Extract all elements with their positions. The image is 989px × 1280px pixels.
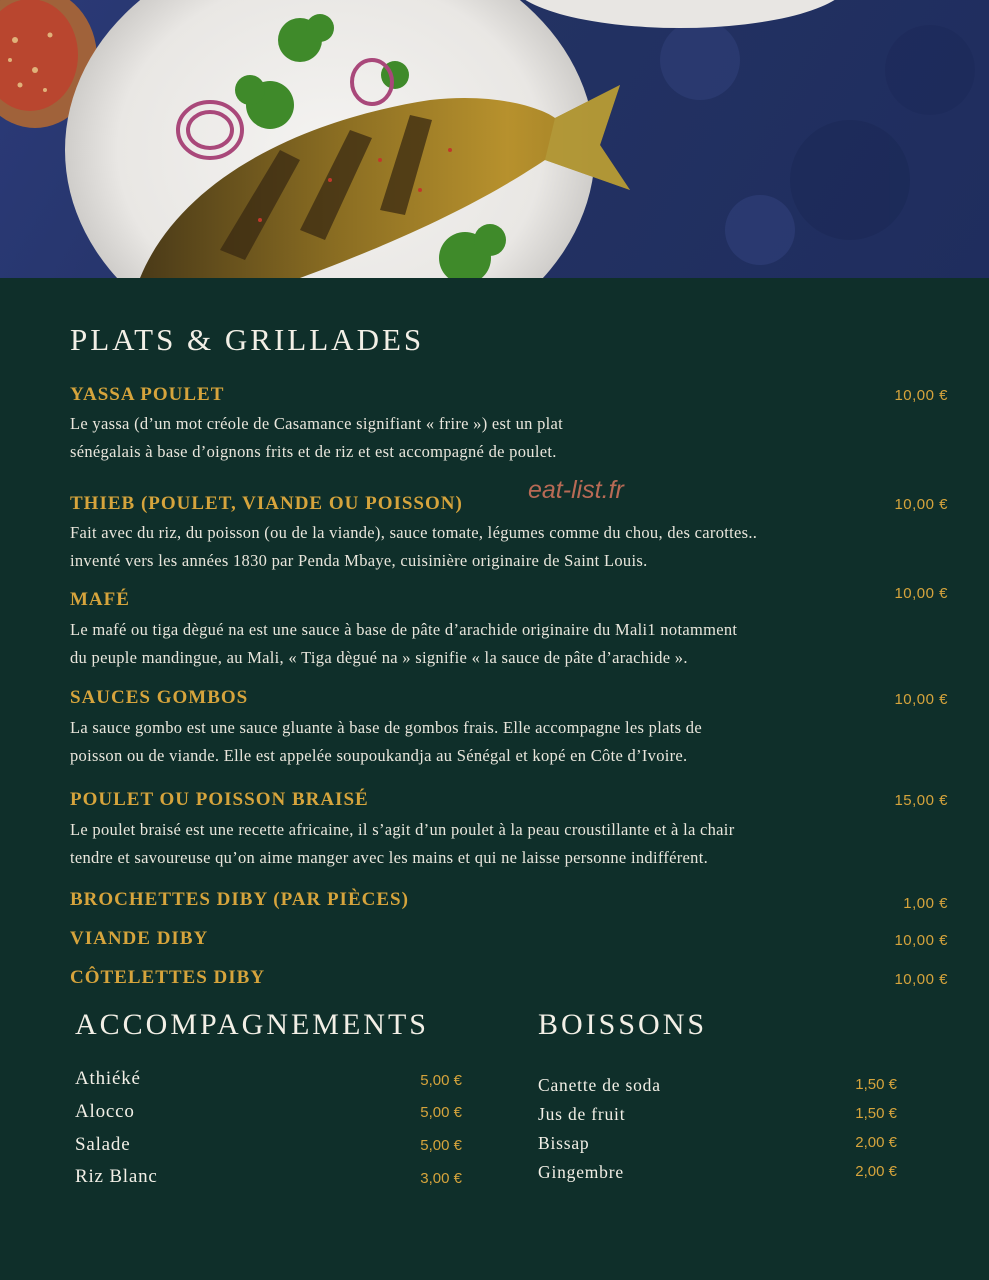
list-item-price: 5,00 € (420, 1104, 462, 1121)
item-description-line: Le poulet braisé est une recette africaine, il s’agit d’un poulet à la peau croustillante et à la chair (70, 820, 735, 839)
item-price: 10,00 € (894, 496, 948, 513)
hero-food-photo (0, 0, 989, 278)
list-item-name: Gingembre (538, 1162, 624, 1182)
list-item-name: Riz Blanc (75, 1166, 158, 1187)
item-price: 10,00 € (894, 387, 948, 404)
grilled-fish-illustration (0, 0, 989, 278)
item-description (70, 519, 880, 575)
item-price: 10,00 € (894, 971, 948, 988)
list-item-price: 1,50 € (855, 1105, 897, 1122)
item-price: 10,00 € (894, 691, 948, 708)
item-name: MAFÉ (70, 589, 130, 610)
item-description (70, 816, 880, 872)
list-item-price: 5,00 € (420, 1137, 462, 1154)
item-price: 10,00 € (894, 932, 948, 949)
section-title-boissons: BOISSONS (538, 1008, 708, 1041)
item-name: THIEB (POULET, VIANDE OU POISSON) (70, 493, 463, 514)
item-name: BROCHETTES DIBY (PAR PIÈCES) (70, 889, 409, 910)
item-description (70, 714, 880, 770)
section-title-plats: PLATS & GRILLADES (70, 322, 425, 357)
list-item-name: Bissap (538, 1133, 590, 1153)
item-name: VIANDE DIBY (70, 928, 209, 949)
item-description (70, 616, 880, 672)
item-description-line: poisson ou de viande. Elle est appelée soupoukandja au Sénégal et kopé en Côte d’Ivoire. (70, 746, 688, 765)
item-description-line: Le mafé ou tiga dègué na est une sauce à base de pâte d’arachide originaire du Mali1 notamment (70, 620, 738, 639)
item-description-line: sénégalais à base d’oignons frits et de riz et est accompagné de poulet. (70, 442, 557, 461)
list-item-name: Alocco (75, 1101, 135, 1122)
item-description-line: La sauce gombo est une sauce gluante à base de gombos frais. Elle accompagne les plats de (70, 718, 702, 737)
list-item-name: Athiéké (75, 1068, 141, 1089)
item-description-line: du peuple mandingue, au Mali, « Tiga dègué na » signifie « la sauce de pâte d’arachide ». (70, 648, 688, 667)
item-name: YASSA POULET (70, 384, 225, 405)
item-description-line: tendre et savoureuse qu’on aime manger avec les mains et qui ne laisse personne indifférent. (70, 848, 709, 867)
list-item-name: Jus de fruit (538, 1104, 626, 1124)
item-name: SAUCES GOMBOS (70, 687, 249, 708)
item-description-line: Fait avec du riz, du poisson (ou de la viande), sauce tomate, légumes comme du chou, des carottes.. (70, 523, 758, 542)
section-title-accompagnements: ACCOMPAGNEMENTS (75, 1008, 429, 1041)
list-item-price: 5,00 € (420, 1072, 462, 1089)
item-price: 15,00 € (894, 792, 948, 809)
list-item-price: 2,00 € (855, 1163, 897, 1180)
item-description-line: inventé vers les années 1830 par Penda Mbaye, cuisinière originaire de Saint Louis. (70, 551, 648, 570)
list-item-name: Salade (75, 1134, 131, 1155)
list-item-price: 3,00 € (420, 1170, 462, 1187)
item-name: POULET OU POISSON BRAISÉ (70, 789, 369, 810)
list-item-price: 1,50 € (855, 1076, 897, 1093)
list-item-name: Canette de soda (538, 1075, 661, 1095)
watermark: eat-list.fr (528, 476, 624, 504)
item-description-line: Le yassa (d’un mot créole de Casamance signifiant « frire ») est un plat (70, 414, 564, 433)
item-description (70, 410, 880, 466)
item-price: 1,00 € (903, 895, 948, 912)
list-item-price: 2,00 € (855, 1134, 897, 1151)
item-price: 10,00 € (894, 585, 948, 602)
item-name: CÔTELETTES DIBY (70, 967, 266, 988)
